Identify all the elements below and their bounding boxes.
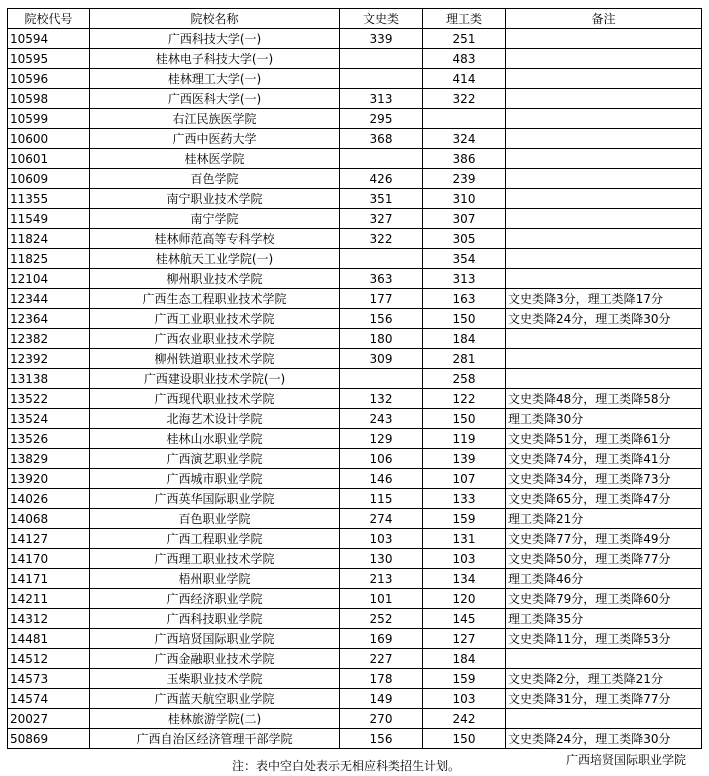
school-name-cell: 百色学院: [90, 169, 340, 189]
school-name-cell: 广西科技职业学院: [90, 609, 340, 629]
school-name-cell: 广西英华国际职业学院: [90, 489, 340, 509]
remark-cell: [506, 709, 702, 729]
school-name-cell: 广西城市职业学院: [90, 469, 340, 489]
remark-cell: 理工类降21分: [506, 509, 702, 529]
school-code-cell: 14026: [8, 489, 90, 509]
liberal-arts-score-cell: [340, 149, 423, 169]
table-row: [8, 449, 702, 469]
science-score-cell: 159: [423, 669, 506, 689]
liberal-arts-score-cell: 129: [340, 429, 423, 449]
school-code-cell: 11825: [8, 249, 90, 269]
science-score-cell: 122: [423, 389, 506, 409]
school-name-cell: 柳州铁道职业技术学院: [90, 349, 340, 369]
school-code-cell: 12364: [8, 309, 90, 329]
science-score-cell: 281: [423, 349, 506, 369]
admission-score-table: [7, 8, 702, 749]
table-row: [8, 329, 702, 349]
table-row: [8, 529, 702, 549]
science-score-cell: 239: [423, 169, 506, 189]
school-name-cell: 广西现代职业技术学院: [90, 389, 340, 409]
science-score-cell: [423, 109, 506, 129]
science-score-cell: 163: [423, 289, 506, 309]
liberal-arts-score-cell: 243: [340, 409, 423, 429]
table-row: [8, 109, 702, 129]
watermark: 广西培贤国际职业学院: [566, 753, 687, 767]
school-name-cell: 桂林理工大学(一): [90, 69, 340, 89]
table-row: [8, 209, 702, 229]
science-score-cell: 103: [423, 549, 506, 569]
science-score-cell: 131: [423, 529, 506, 549]
school-code-cell: 13138: [8, 369, 90, 389]
school-name-cell: 梧州职业学院: [90, 569, 340, 589]
school-code-cell: 14170: [8, 549, 90, 569]
school-code-cell: 10596: [8, 69, 90, 89]
remark-cell: [506, 269, 702, 289]
liberal-arts-score-cell: 149: [340, 689, 423, 709]
school-name-cell: 百色职业学院: [90, 509, 340, 529]
science-score-cell: 310: [423, 189, 506, 209]
school-name-cell: 桂林电子科技大学(一): [90, 49, 340, 69]
remark-cell: [506, 189, 702, 209]
school-code-cell: 13829: [8, 449, 90, 469]
school-name-cell: 广西科技大学(一): [90, 29, 340, 49]
school-name-cell: 广西经济职业学院: [90, 589, 340, 609]
footnote: 注：表中空白处表示无相应科类招生计划。: [232, 759, 461, 773]
school-name-cell: 广西演艺职业学院: [90, 449, 340, 469]
liberal-arts-score-cell: 313: [340, 89, 423, 109]
liberal-arts-score-cell: 327: [340, 209, 423, 229]
table-row: [8, 89, 702, 109]
school-code-cell: 10600: [8, 129, 90, 149]
school-name-cell: 广西农业职业技术学院: [90, 329, 340, 349]
science-score-cell: 354: [423, 249, 506, 269]
remark-cell: [506, 329, 702, 349]
table-row: [8, 129, 702, 149]
table-row: [8, 709, 702, 729]
science-score-cell: 313: [423, 269, 506, 289]
liberal-arts-score-cell: 106: [340, 449, 423, 469]
school-name-cell: 桂林师范高等专科学校: [90, 229, 340, 249]
school-name-cell: 广西生态工程职业技术学院: [90, 289, 340, 309]
school-code-cell: 12344: [8, 289, 90, 309]
header-science: 理工类: [423, 9, 506, 29]
table-row: [8, 149, 702, 169]
table-row: [8, 629, 702, 649]
liberal-arts-score-cell: 103: [340, 529, 423, 549]
table-row: [8, 509, 702, 529]
header-remarks: 备注: [506, 9, 702, 29]
remark-cell: [506, 229, 702, 249]
remark-cell: 文史类降24分，理工类降30分: [506, 729, 702, 749]
liberal-arts-score-cell: [340, 69, 423, 89]
school-name-cell: 广西医科大学(一): [90, 89, 340, 109]
liberal-arts-score-cell: 177: [340, 289, 423, 309]
liberal-arts-score-cell: 130: [340, 549, 423, 569]
school-code-cell: 14171: [8, 569, 90, 589]
table-row: [8, 689, 702, 709]
remark-cell: [506, 249, 702, 269]
liberal-arts-score-cell: 339: [340, 29, 423, 49]
science-score-cell: 145: [423, 609, 506, 629]
liberal-arts-score-cell: 227: [340, 649, 423, 669]
school-name-cell: 右江民族医学院: [90, 109, 340, 129]
school-code-cell: 11549: [8, 209, 90, 229]
remark-cell: [506, 109, 702, 129]
header-row: [8, 9, 702, 29]
liberal-arts-score-cell: 156: [340, 729, 423, 749]
header-school-name: 院校名称: [90, 9, 340, 29]
table-row: [8, 609, 702, 629]
remark-cell: 文史类降3分，理工类降17分: [506, 289, 702, 309]
school-code-cell: 10595: [8, 49, 90, 69]
school-code-cell: 14068: [8, 509, 90, 529]
school-code-cell: 10609: [8, 169, 90, 189]
school-name-cell: 柳州职业技术学院: [90, 269, 340, 289]
table-row: [8, 649, 702, 669]
liberal-arts-score-cell: 178: [340, 669, 423, 689]
school-code-cell: 14127: [8, 529, 90, 549]
remark-cell: 文史类降50分，理工类降77分: [506, 549, 702, 569]
science-score-cell: 134: [423, 569, 506, 589]
table-row: [8, 289, 702, 309]
school-code-cell: 12382: [8, 329, 90, 349]
liberal-arts-score-cell: 132: [340, 389, 423, 409]
school-code-cell: 10598: [8, 89, 90, 109]
remark-cell: 文史类降24分，理工类降30分: [506, 309, 702, 329]
liberal-arts-score-cell: 180: [340, 329, 423, 349]
table-row: [8, 69, 702, 89]
science-score-cell: 184: [423, 329, 506, 349]
school-name-cell: 桂林医学院: [90, 149, 340, 169]
table-row: [8, 669, 702, 689]
table-row: [8, 49, 702, 69]
remark-cell: 理工类降30分: [506, 409, 702, 429]
science-score-cell: 159: [423, 509, 506, 529]
table-header: [8, 9, 702, 29]
liberal-arts-score-cell: [340, 369, 423, 389]
school-code-cell: 14574: [8, 689, 90, 709]
school-name-cell: 广西理工职业技术学院: [90, 549, 340, 569]
science-score-cell: 107: [423, 469, 506, 489]
remark-cell: [506, 369, 702, 389]
science-score-cell: 307: [423, 209, 506, 229]
table-row: [8, 569, 702, 589]
school-code-cell: 14512: [8, 649, 90, 669]
school-code-cell: 50869: [8, 729, 90, 749]
remark-cell: [506, 89, 702, 109]
remark-cell: [506, 349, 702, 369]
table-row: [8, 29, 702, 49]
table-row: [8, 589, 702, 609]
science-score-cell: 483: [423, 49, 506, 69]
remark-cell: 文史类降79分，理工类降60分: [506, 589, 702, 609]
table-row: [8, 369, 702, 389]
school-name-cell: 广西自治区经济管理干部学院: [90, 729, 340, 749]
table-row: [8, 269, 702, 289]
liberal-arts-score-cell: 363: [340, 269, 423, 289]
remark-cell: [506, 149, 702, 169]
school-code-cell: 14211: [8, 589, 90, 609]
school-name-cell: 桂林旅游学院(二): [90, 709, 340, 729]
liberal-arts-score-cell: [340, 249, 423, 269]
science-score-cell: 414: [423, 69, 506, 89]
school-name-cell: 南宁职业技术学院: [90, 189, 340, 209]
school-code-cell: 14481: [8, 629, 90, 649]
liberal-arts-score-cell: 309: [340, 349, 423, 369]
remark-cell: 文史类降11分，理工类降53分: [506, 629, 702, 649]
science-score-cell: 150: [423, 309, 506, 329]
school-code-cell: 11824: [8, 229, 90, 249]
remark-cell: 文史类降74分，理工类降41分: [506, 449, 702, 469]
school-name-cell: 玉柴职业技术学院: [90, 669, 340, 689]
liberal-arts-score-cell: 426: [340, 169, 423, 189]
remark-cell: 文史类降48分，理工类降58分: [506, 389, 702, 409]
remark-cell: 文史类降2分，理工类降21分: [506, 669, 702, 689]
liberal-arts-score-cell: 101: [340, 589, 423, 609]
school-name-cell: 南宁学院: [90, 209, 340, 229]
school-code-cell: 10599: [8, 109, 90, 129]
school-code-cell: 14312: [8, 609, 90, 629]
school-name-cell: 广西工业职业技术学院: [90, 309, 340, 329]
remark-cell: 文史类降34分，理工类降73分: [506, 469, 702, 489]
science-score-cell: 322: [423, 89, 506, 109]
science-score-cell: 133: [423, 489, 506, 509]
table-row: [8, 249, 702, 269]
remark-cell: 理工类降35分: [506, 609, 702, 629]
school-code-cell: 13524: [8, 409, 90, 429]
science-score-cell: 305: [423, 229, 506, 249]
remark-cell: [506, 129, 702, 149]
school-name-cell: 广西金融职业技术学院: [90, 649, 340, 669]
table-row: [8, 409, 702, 429]
header-liberal-arts: 文史类: [340, 9, 423, 29]
school-code-cell: 13526: [8, 429, 90, 449]
school-code-cell: 20027: [8, 709, 90, 729]
table-row: [8, 489, 702, 509]
remark-cell: [506, 29, 702, 49]
school-code-cell: 13522: [8, 389, 90, 409]
science-score-cell: 103: [423, 689, 506, 709]
school-name-cell: 广西培贤国际职业学院: [90, 629, 340, 649]
liberal-arts-score-cell: 368: [340, 129, 423, 149]
school-name-cell: 广西蓝天航空职业学院: [90, 689, 340, 709]
remark-cell: 文史类降65分，理工类降47分: [506, 489, 702, 509]
table-row: [8, 309, 702, 329]
school-name-cell: 桂林山水职业学院: [90, 429, 340, 449]
school-code-cell: 12104: [8, 269, 90, 289]
remark-cell: [506, 649, 702, 669]
school-name-cell: 广西中医药大学: [90, 129, 340, 149]
science-score-cell: 251: [423, 29, 506, 49]
school-code-cell: 12392: [8, 349, 90, 369]
remark-cell: 文史类降51分，理工类降61分: [506, 429, 702, 449]
school-code-cell: 13920: [8, 469, 90, 489]
liberal-arts-score-cell: 274: [340, 509, 423, 529]
liberal-arts-score-cell: [340, 49, 423, 69]
school-name-cell: 桂林航天工业学院(一): [90, 249, 340, 269]
science-score-cell: 184: [423, 649, 506, 669]
remark-cell: 文史类降77分，理工类降49分: [506, 529, 702, 549]
science-score-cell: 150: [423, 409, 506, 429]
liberal-arts-score-cell: 252: [340, 609, 423, 629]
table-row: [8, 469, 702, 489]
remark-cell: 理工类降46分: [506, 569, 702, 589]
school-name-cell: 北海艺术设计学院: [90, 409, 340, 429]
table-row: [8, 429, 702, 449]
science-score-cell: 139: [423, 449, 506, 469]
remark-cell: [506, 49, 702, 69]
liberal-arts-score-cell: 169: [340, 629, 423, 649]
table-row: [8, 349, 702, 369]
liberal-arts-score-cell: 322: [340, 229, 423, 249]
liberal-arts-score-cell: 295: [340, 109, 423, 129]
table-row: [8, 389, 702, 409]
school-name-cell: 广西工程职业学院: [90, 529, 340, 549]
table-row: [8, 189, 702, 209]
school-name-cell: 广西建设职业技术学院(一): [90, 369, 340, 389]
liberal-arts-score-cell: 351: [340, 189, 423, 209]
remark-cell: [506, 169, 702, 189]
table-row: [8, 549, 702, 569]
school-code-cell: 10594: [8, 29, 90, 49]
table-body: [8, 29, 702, 749]
liberal-arts-score-cell: 115: [340, 489, 423, 509]
remark-cell: 文史类降31分，理工类降77分: [506, 689, 702, 709]
science-score-cell: 324: [423, 129, 506, 149]
liberal-arts-score-cell: 156: [340, 309, 423, 329]
table-row: [8, 229, 702, 249]
science-score-cell: 119: [423, 429, 506, 449]
liberal-arts-score-cell: 213: [340, 569, 423, 589]
science-score-cell: 150: [423, 729, 506, 749]
school-code-cell: 14573: [8, 669, 90, 689]
remark-cell: [506, 69, 702, 89]
science-score-cell: 120: [423, 589, 506, 609]
school-code-cell: 10601: [8, 149, 90, 169]
science-score-cell: 258: [423, 369, 506, 389]
science-score-cell: 386: [423, 149, 506, 169]
table-row: [8, 169, 702, 189]
liberal-arts-score-cell: 270: [340, 709, 423, 729]
science-score-cell: 127: [423, 629, 506, 649]
liberal-arts-score-cell: 146: [340, 469, 423, 489]
remark-cell: [506, 209, 702, 229]
school-code-cell: 11355: [8, 189, 90, 209]
science-score-cell: 242: [423, 709, 506, 729]
header-school-code: 院校代号: [8, 9, 90, 29]
table-row: [8, 729, 702, 749]
